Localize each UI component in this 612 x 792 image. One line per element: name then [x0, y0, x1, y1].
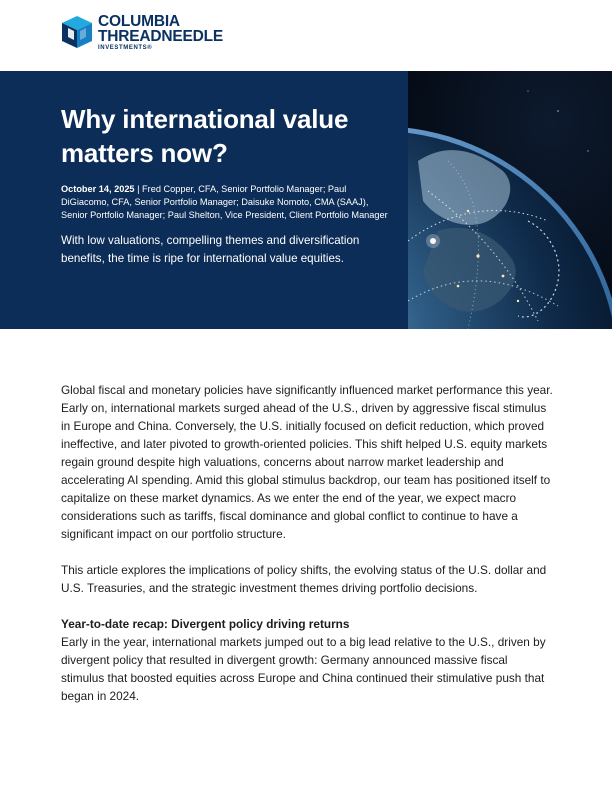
byline: [61, 183, 396, 222]
brand-name-line1: COLUMBIA: [98, 13, 180, 30]
article-body: [61, 381, 553, 723]
brand-name-line3: INVESTMENTS®: [98, 45, 153, 51]
paragraph-recap: Early in the year, international markets jumped out to a big lead relative to the U.S., driven by divergent policy that resulted in divergent growth: Germany announced massive fiscal stimulus that boosted equities across Europe and China continued their stimulative push that began in 2024.: [61, 635, 546, 703]
paragraph-intro: Global fiscal and monetary policies have significantly influenced market performance this year. Early on, international markets surged ahead of the U.S., driven by aggressive fiscal stimulus in Europe and China. Conversely, the U.S. initially focused on deficit reduction, which proved ineffective, and later pivoted to growth-oriented policies. This shift helped U.S. equity markets regain ground despite high valuations, concerns about narrow market leadership and accelerating AI spending. Amid this global stimulus backdrop, our team has positioned itself to capitalize on these market dynamics. As we enter the end of the year, we expect macro considerations such as tariffs, fiscal dominance and global conflict to continue to have a significant impact on our portfolio structure.: [61, 383, 553, 541]
brand-name-line2: THREADNEEDLE: [98, 28, 224, 45]
page-header: [0, 0, 612, 71]
publish-date: October 14, 2025: [61, 184, 135, 194]
article-summary: With low valuations, compelling themes and diversification benefits, the time is ripe for international value equities.: [61, 234, 360, 265]
earth-from-space-image: [408, 71, 612, 329]
brand-logo[interactable]: [60, 14, 223, 51]
authors: | Fred Copper, CFA, Senior Portfolio Manager; Paul DiGiacomo, CFA, Senior Portfolio Manager; Daisuke Nomoto, CMA (SAAJ), Senior Portfolio Manager; Paul Shelton, Vice President, Client Portfolio Manager: [61, 184, 388, 220]
hero-banner: [0, 71, 612, 329]
section-heading-recap: Year-to-date recap: Divergent policy driving returns: [61, 617, 350, 631]
paragraph-scope: This article explores the implications of policy shifts, the evolving status of the U.S. dollar and U.S. Treasuries, and the strategic investment themes driving portfolio decisions.: [61, 563, 547, 595]
article-title: Why international value matters now?: [61, 104, 349, 168]
logo-cube-icon: [60, 14, 94, 50]
